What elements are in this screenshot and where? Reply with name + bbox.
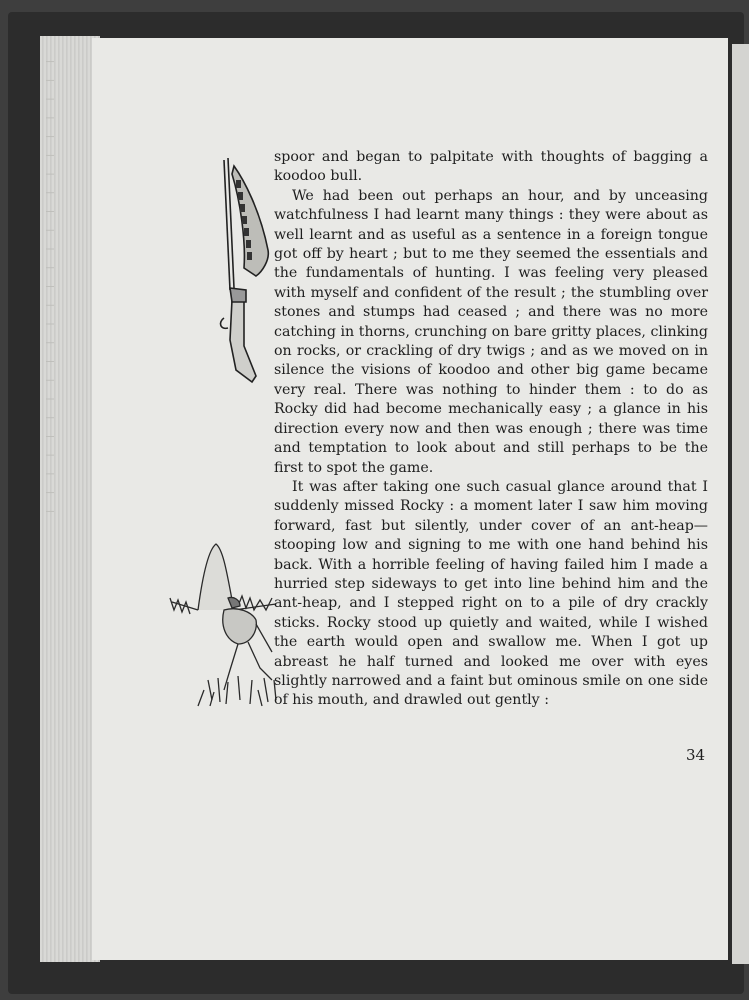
page-number: 34 bbox=[686, 746, 706, 764]
paragraph-1: spoor and began to palpitate with thoughts of bagging a koodoo bull. bbox=[274, 149, 708, 185]
page-edge-marks: ǀ ǀ ǀ ǀ ǀ ǀ ǀ ǀ ǀ ǀ ǀ ǀ ǀ ǀ ǀ ǀ ǀ ǀ ǀ ǀ ǀ ǀ ǀ ǀ ǀ bbox=[43, 60, 56, 520]
paragraph-3: It was after taking one such casual glance around that I suddenly missed Rocky : a moment later I saw him moving forward, fast but silently, under cover of an ant-heap—stooping low and signing to me with one hand behind his back. With a horrible feeling of having failed him I made a hurried step sideways to get into line behind him and the ant-heap, and I stepped right on to a pile of dry crackly sticks. Rocky stood up quietly and waited, while I wished the earth would open and swallow me. When I got up abreast he half turned and looked me over with eyes slightly narrowed and a faint but ominous smile on one side of his mouth, and drawled out gently : bbox=[274, 478, 708, 709]
next-page-edge bbox=[732, 44, 749, 964]
paragraph-2: We had been out perhaps an hour, and by unceasing watchfulness I had learnt many things : they were about as well learnt and as useful as a sentence in a foreign tongue got off by heart ; but to me they seemed the essentials and the fundamentals of hunting. I was feeling very pleased with myself and confident of the result ; the stumbling over stones and stumps had ceased ; and there was no more catching in thorns, crunching on bare gritty places, clinking on rocks, or crackling of dry twigs ; and as we moved on in silence the visions of koodoo and other big game became very real. There was nothing to hinder them : to do as Rocky did had become mechanically easy ; a glance in his direction every now and then was enough ; there was time and temptation to look about and still perhaps to be the first to spot the game. bbox=[274, 187, 708, 476]
hunter-stalking-behind-ant-heap-illustration bbox=[168, 540, 280, 708]
body-text bbox=[274, 148, 708, 711]
rifle-with-cartridge-belt-illustration bbox=[210, 150, 274, 386]
